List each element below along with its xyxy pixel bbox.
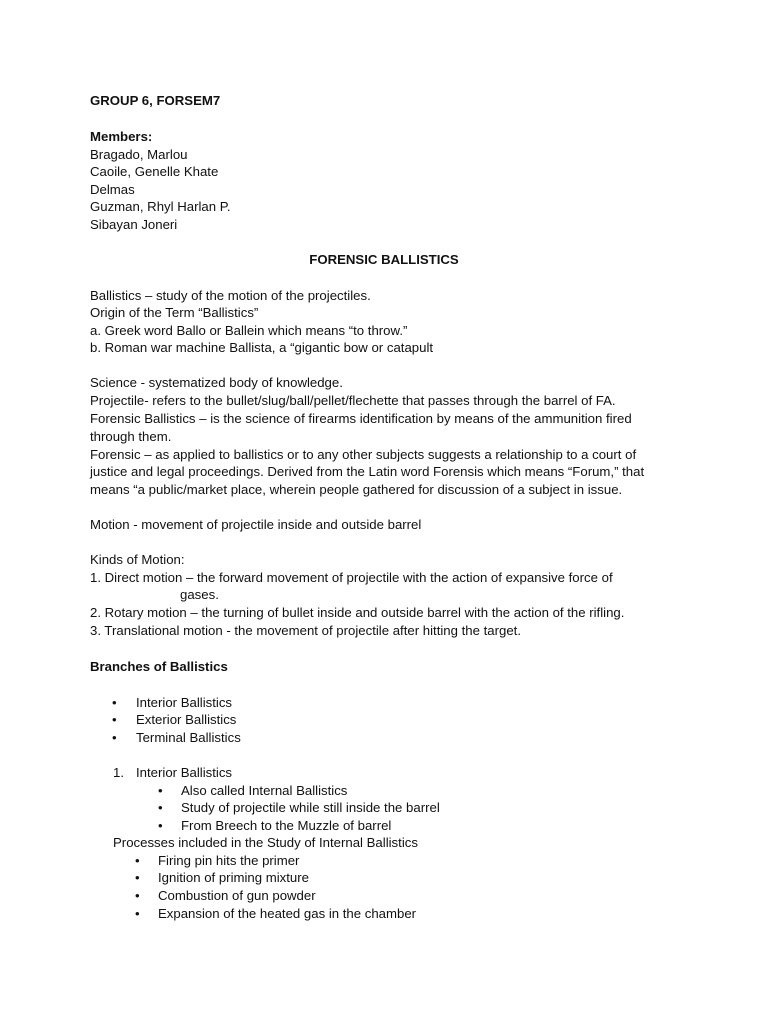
- group-heading: GROUP 6, FORSEM7: [90, 93, 221, 108]
- kinds-line: gases.: [180, 587, 219, 602]
- list-item: From Breech to the Muzzle of barrel: [181, 818, 392, 833]
- bullet-icon: •: [135, 906, 140, 921]
- intro-line: a. Greek word Ballo or Ballein which means “to throw.”: [90, 323, 408, 338]
- list-item: Study of projectile while still inside the barrel: [181, 800, 440, 815]
- list-item: Firing pin hits the primer: [158, 853, 300, 868]
- member-name: Caoile, Genelle Khate: [90, 164, 219, 179]
- definition-line: through them.: [90, 429, 172, 444]
- definition-line: Forensic Ballistics – is the science of firearms identification by means of the ammunition fired: [90, 411, 632, 426]
- member-name: Sibayan Joneri: [90, 217, 178, 232]
- bullet-icon: •: [158, 818, 163, 833]
- interior-heading: Interior Ballistics: [136, 765, 233, 780]
- motion-definition: Motion - movement of projectile inside and outside barrel: [90, 517, 422, 532]
- bullet-icon: •: [158, 783, 163, 798]
- intro-line: Origin of the Term “Ballistics”: [90, 305, 259, 320]
- bullet-icon: •: [112, 730, 117, 745]
- definition-line: Projectile- refers to the bullet/slug/ball/pellet/flechette that passes through the barrel of FA.: [90, 393, 616, 408]
- member-name: Bragado, Marlou: [90, 147, 188, 162]
- intro-line: b. Roman war machine Ballista, a “gigantic bow or catapult: [90, 340, 434, 355]
- branches-heading: Branches of Ballistics: [90, 659, 228, 674]
- list-item: Expansion of the heated gas in the chamber: [158, 906, 417, 921]
- list-item: Interior Ballistics: [136, 695, 233, 710]
- kinds-line: 1. Direct motion – the forward movement of projectile with the action of expansive force of: [90, 570, 613, 585]
- list-number: 1.: [113, 765, 124, 780]
- list-item: Also called Internal Ballistics: [181, 783, 348, 798]
- document-title: FORENSIC BALLISTICS: [309, 252, 459, 267]
- bullet-icon: •: [135, 853, 140, 868]
- kinds-line: 3. Translational motion - the movement of projectile after hitting the target.: [90, 623, 522, 638]
- list-item: Terminal Ballistics: [136, 730, 241, 745]
- kinds-line: 2. Rotary motion – the turning of bullet inside and outside barrel with the action of the rifling.: [90, 605, 625, 620]
- bullet-icon: •: [158, 800, 163, 815]
- list-item: Exterior Ballistics: [136, 712, 237, 727]
- bullet-icon: •: [112, 712, 117, 727]
- kinds-heading: Kinds of Motion:: [90, 552, 185, 567]
- bullet-icon: •: [135, 888, 140, 903]
- intro-line: Ballistics – study of the motion of the projectiles.: [90, 288, 371, 303]
- bullet-icon: •: [112, 695, 117, 710]
- list-item: Ignition of priming mixture: [158, 870, 309, 885]
- list-item: Combustion of gun powder: [158, 888, 316, 903]
- members-label: Members:: [90, 129, 153, 144]
- processes-heading: Processes included in the Study of Internal Ballistics: [113, 835, 418, 850]
- member-name: Guzman, Rhyl Harlan P.: [90, 199, 231, 214]
- definition-line: Science - systematized body of knowledge.: [90, 375, 343, 390]
- definition-line: Forensic – as applied to ballistics or to any other subjects suggests a relationship to a court of: [90, 447, 637, 462]
- bullet-icon: •: [135, 870, 140, 885]
- definition-line: means “a public/market place, wherein people gathered for discussion of a subject in issue.: [90, 482, 623, 497]
- member-name: Delmas: [90, 182, 135, 197]
- definition-line: justice and legal proceedings. Derived from the Latin word Forensis which means “Forum,” that: [90, 464, 645, 479]
